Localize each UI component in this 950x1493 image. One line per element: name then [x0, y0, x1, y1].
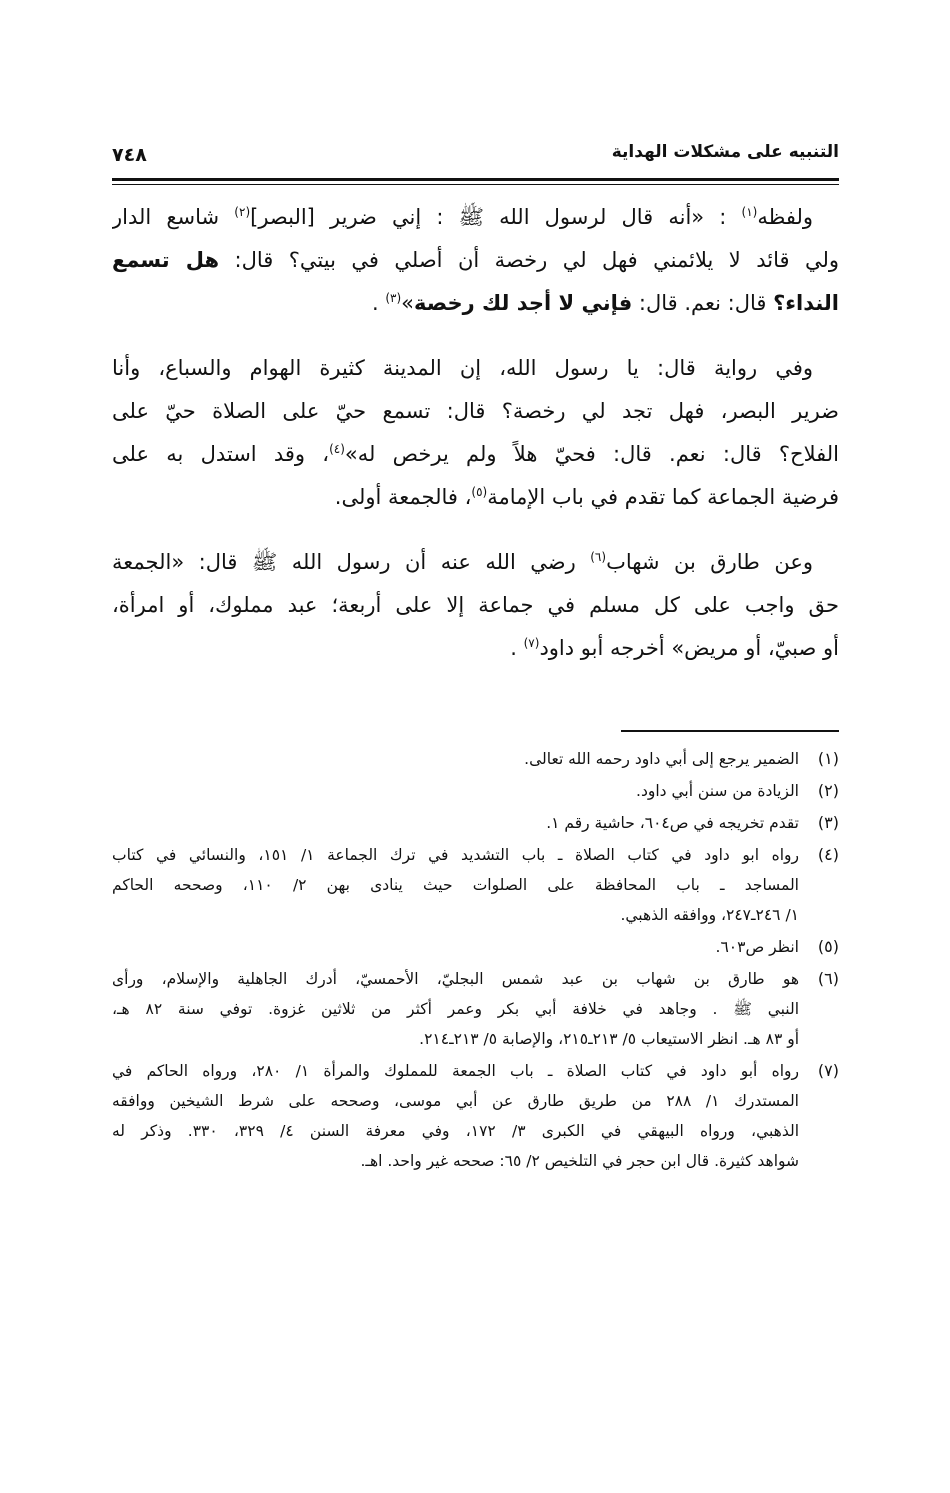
text-segment: ضرير البصر، فهل تجد لي رخصة؟ قال: تسمع حيّ على الصلاة حيّ على	[112, 399, 839, 423]
footnote-line: انظر ص٦٠٣.	[715, 938, 799, 956]
page-number: ٧٤٨	[112, 144, 147, 166]
text-line	[112, 390, 839, 433]
footnote-line: هو طارق بن شهاب بن عبد شمس البجليّ، الأحمسيّ، أدرك الجاهلية والإسلام، ورأى	[112, 970, 799, 988]
text-line	[112, 282, 839, 325]
footnote-number: (١)	[817, 749, 839, 768]
text-line	[112, 627, 839, 670]
text-segment: ولفظه	[757, 205, 813, 229]
footnote-number: (٦)	[817, 969, 839, 988]
header-rule	[112, 178, 839, 181]
text-line	[112, 476, 839, 519]
footnote-ref: (٦)	[590, 550, 607, 564]
main-text	[112, 196, 839, 692]
footnote	[112, 1056, 839, 1176]
footnote-line: تقدم تخريجه في ص٦٠٤، حاشية رقم ١.	[546, 814, 799, 832]
footnote	[112, 840, 839, 930]
footnote-line: شواهد كثيرة. قال ابن حجر في التلخيص ٢/ ٦٥: صححه غير واحد. اهـ.	[360, 1152, 799, 1170]
footnotes	[112, 744, 839, 1178]
text-line	[112, 347, 839, 390]
footnote-line: رواه أبو داود في كتاب الصلاة ـ باب الجمعة للمملوك والمرأة ١/ ٢٨٠، ورواه الحاكم في	[112, 1062, 799, 1080]
footnote-number: (٣)	[817, 813, 839, 832]
footnote	[112, 964, 839, 1054]
footnote	[112, 776, 839, 806]
text-segment: قال: نعم. قال:	[632, 291, 774, 315]
footnote-line: المساجد ـ باب المحافظة على الصلوات حيث ينادى بهن ٢/ ١١٠، وصححه الحاكم	[112, 876, 799, 894]
footnote-line: الذهبي، ورواه البيهقي في الكبرى ٣/ ١٧٢، وفي معرفة السنن ٤/ ٣٢٩، ٣٣٠. وذكر له	[112, 1122, 799, 1140]
footnote-ref: (٤)	[329, 442, 345, 456]
footnote-line: الضمير يرجع إلى أبي داود رحمه الله تعالى.	[524, 750, 799, 768]
paragraph	[112, 541, 839, 670]
text-segment: أو صبيّ، أو مريض» أخرجه أبو داود	[539, 636, 839, 660]
page-header	[112, 142, 839, 172]
footnote-ref: (٣)	[385, 291, 402, 305]
text-segment: فرضية الجماعة كما تقدم في باب الإمامة	[487, 485, 839, 509]
bold-text: فإني لا أجد لك رخصة	[414, 291, 633, 315]
text-line	[112, 196, 839, 239]
bold-text: النداء؟	[773, 291, 839, 315]
footnote-ref: (٧)	[523, 636, 540, 650]
footnote	[112, 744, 839, 774]
footnote	[112, 932, 839, 962]
footnote	[112, 808, 839, 838]
footnote-number: (٤)	[817, 845, 839, 864]
text-segment: .	[371, 291, 386, 315]
text-segment: رضي الله عنه أن رسول الله ﷺ قال: «الجمعة	[112, 550, 591, 574]
footnote-number: (٥)	[817, 937, 839, 956]
text-segment: وعن طارق بن شهاب	[606, 550, 813, 574]
text-segment: حق واجب على كل مسلم في جماعة إلا على أربعة؛ عبد مملوك، أو امرأة،	[112, 593, 839, 617]
text-segment: ولي قائد لا يلائمني فهل لي رخصة أن أصلي في بيتي؟ قال:	[219, 248, 839, 272]
footnote-line: ١/ ٢٤٦ـ٢٤٧، ووافقه الذهبي.	[620, 906, 799, 924]
footnote-line: الزيادة من سنن أبي داود.	[636, 782, 799, 800]
text-segment: وفي رواية قال: يا رسول الله، إن المدينة كثيرة الهوام والسباع، وأنا	[112, 356, 813, 380]
footnote-ref: (١)	[741, 205, 758, 219]
footnote-number: (٧)	[817, 1061, 839, 1080]
footnote-line: رواه ابو داود في كتاب الصلاة ـ باب التشديد في ترك الجماعة ١/ ١٥١، والنسائي في كتاب	[112, 846, 799, 864]
footnote-line: أو ٨٣ هـ. انظر الاستيعاب ٥/ ٢١٣ـ٢١٥، والإصابة ٥/ ٢١٣ـ٢١٤.	[419, 1030, 799, 1048]
footnote-line: المستدرك ١/ ٢٨٨ من طريق طارق عن أبي موسى، وصححه على شرط الشيخين ووافقه	[112, 1092, 799, 1110]
footnote-ref: (٢)	[234, 205, 251, 219]
paragraph	[112, 196, 839, 325]
text-segment: : «أنه قال لرسول الله ﷺ : إني ضرير [البصر]	[250, 205, 742, 229]
paragraph	[112, 347, 839, 519]
footnote-line: النبي ﷺ . وجاهد في خلافة أبي بكر وعمر أكثر من ثلاثين غزوة. توفي سنة ٨٢ هـ،	[112, 1000, 799, 1018]
footnote-ref: (٥)	[471, 485, 488, 499]
text-line	[112, 239, 839, 282]
bold-text: هل تسمع	[112, 248, 220, 272]
text-line	[112, 433, 839, 476]
text-segment: شاسع الدار	[112, 205, 235, 229]
text-line	[112, 541, 839, 584]
footnote-number: (٢)	[817, 781, 839, 800]
footnote-separator	[621, 730, 839, 732]
text-segment: ، فالجمعة أولى.	[334, 485, 472, 509]
text-line	[112, 584, 839, 627]
text-segment: »	[401, 291, 415, 315]
text-segment: ، وقد استدل به على	[112, 442, 330, 466]
running-title: التنبيه على مشكلات الهداية	[611, 142, 839, 162]
header-rule-thin	[112, 184, 839, 185]
text-segment: الفلاح؟ قال: نعم. قال: فحيّ هلاً ولم يرخص له»	[344, 442, 839, 466]
text-segment: .	[510, 636, 524, 660]
